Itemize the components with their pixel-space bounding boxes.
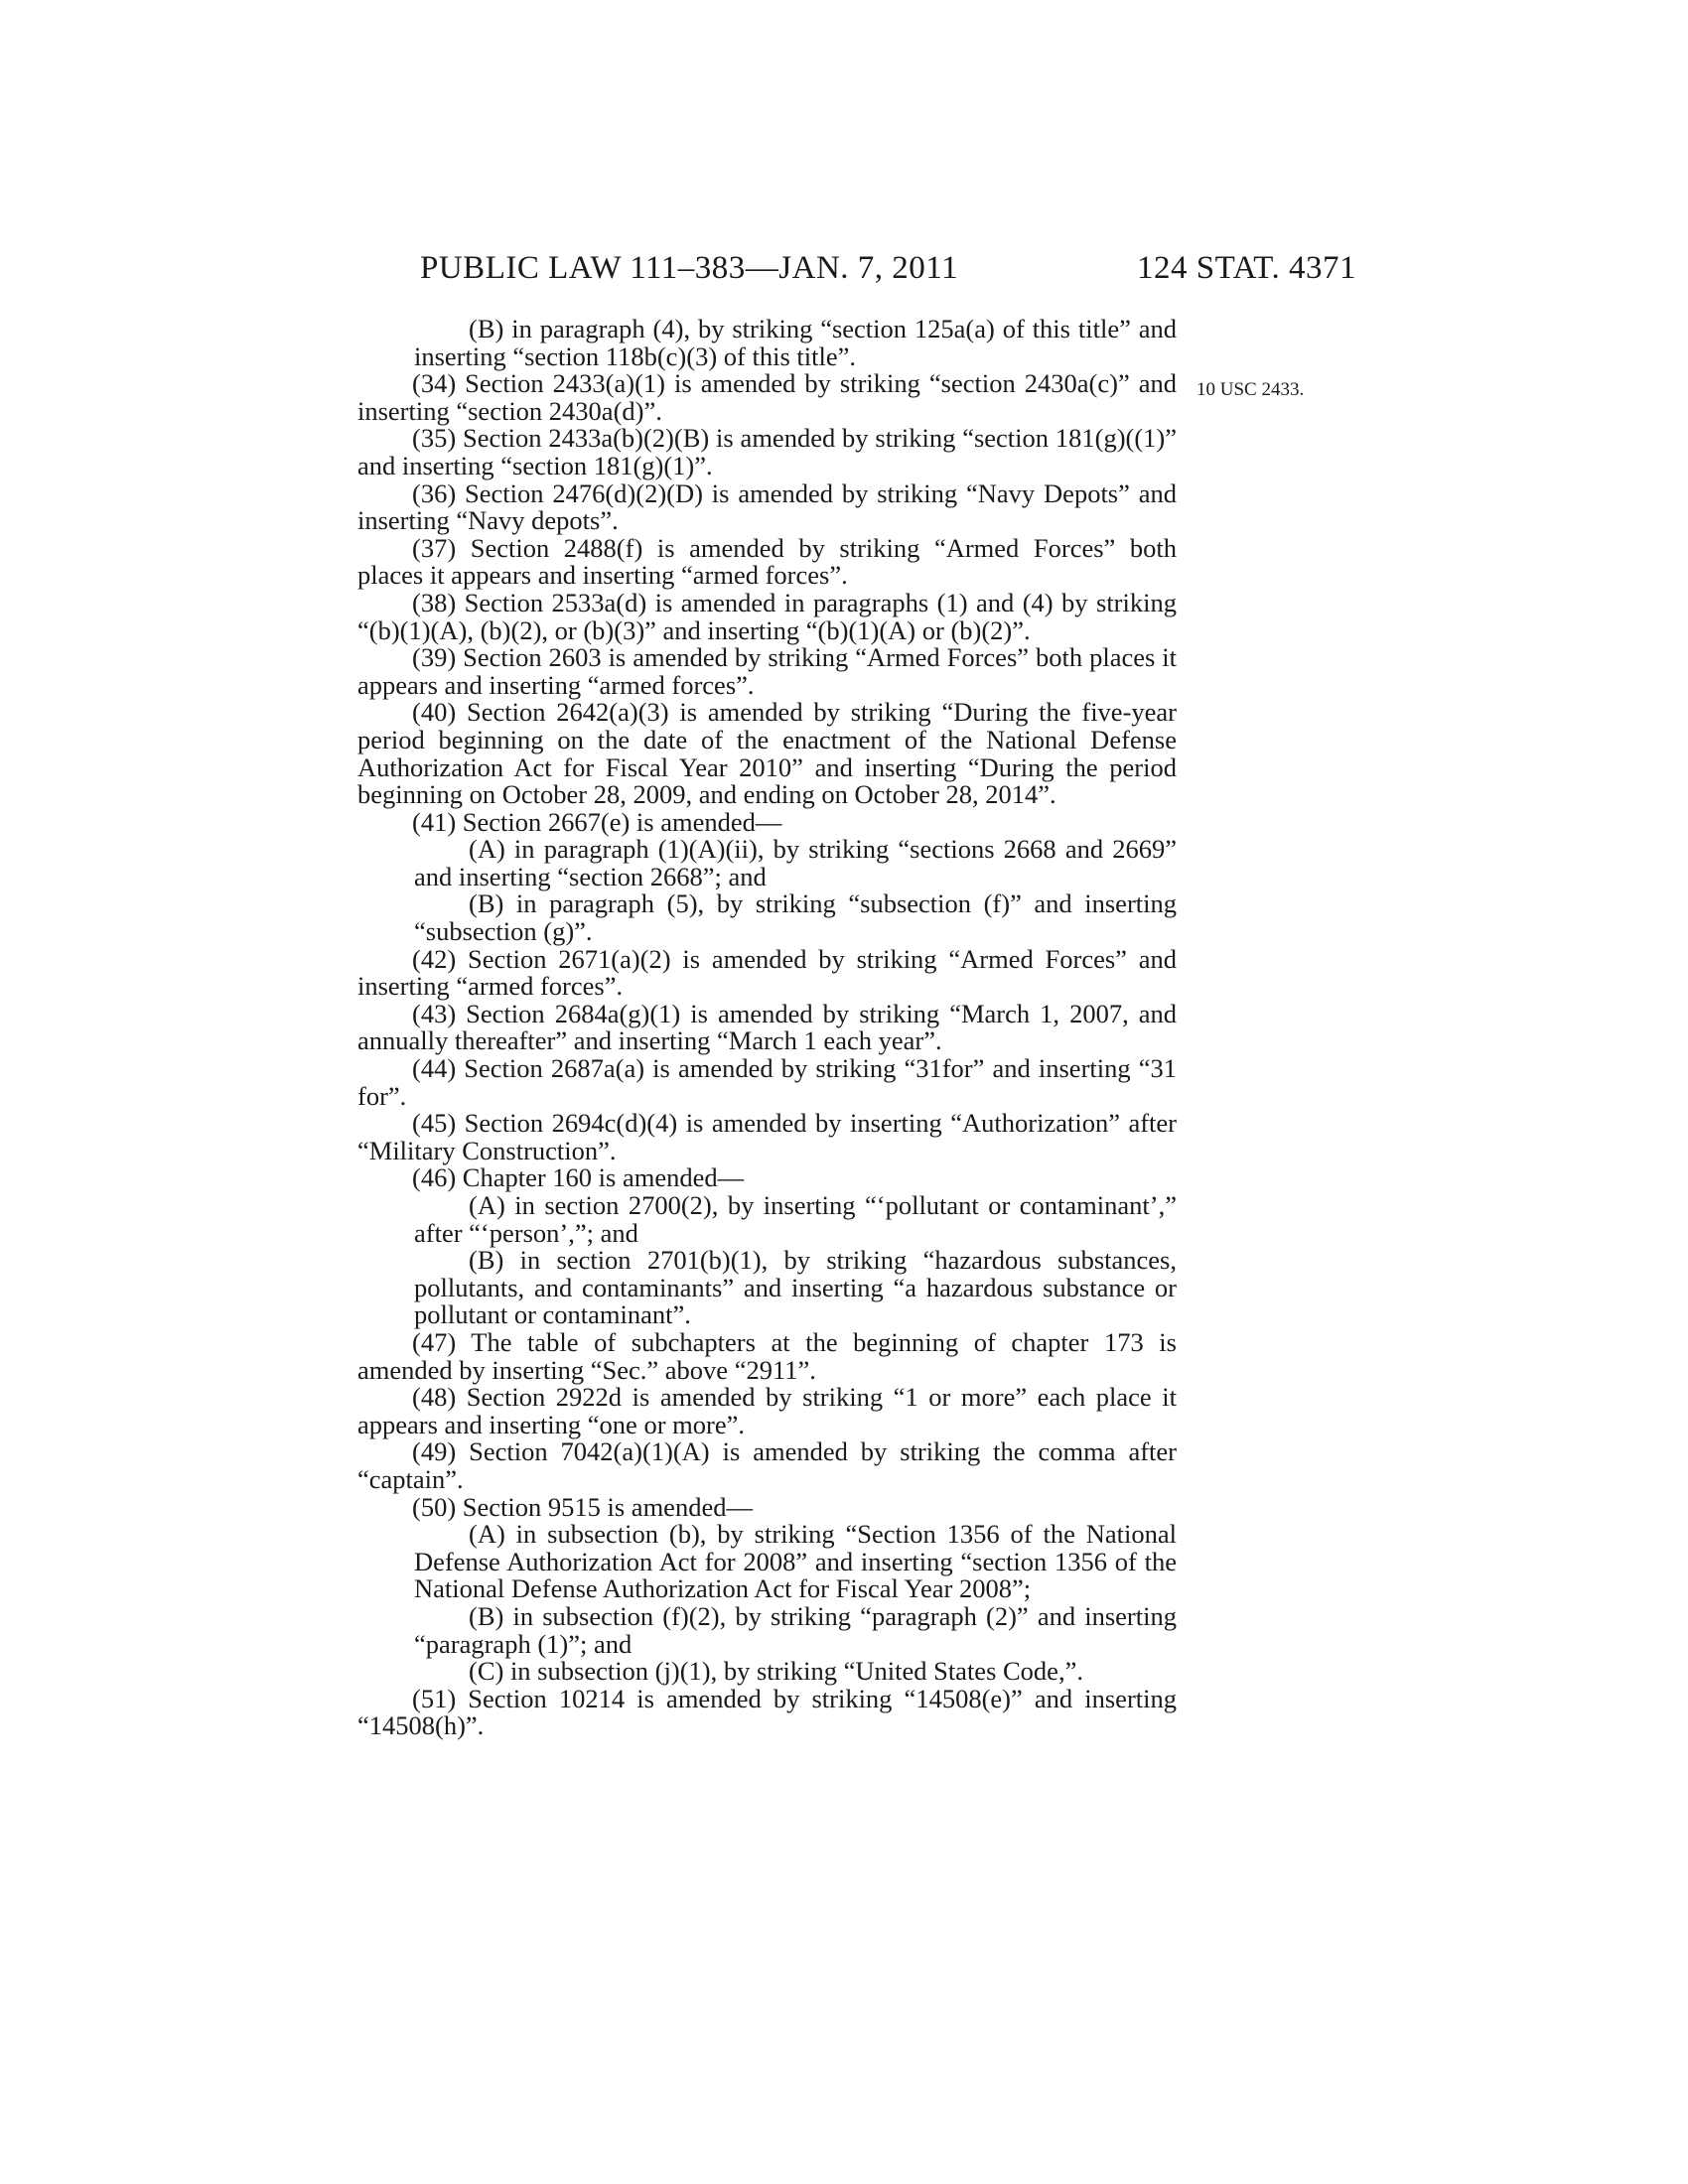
amendment-paragraph: (36) Section 2476(d)(2)(D) is amended by striking “Navy Depots” and inserting “Navy depots”. <box>357 478 1177 536</box>
page-header-law-date: PUBLIC LAW 111–383—JAN. 7, 2011 <box>420 250 959 286</box>
subparagraph: (A) in paragraph (1)(A)(ii), by striking “sections 2668 and 2669” and inserting “section 2668”; and <box>414 834 1177 891</box>
amendment-paragraph: (40) Section 2642(a)(3) is amended by striking “During the five-year period beginning on the date of the enactment of the National Defense Authorization Act for Fiscal Year 2010” and inserting “During the period beginning on October 28, 2009, and ending on October 28, 2014”. <box>357 697 1177 810</box>
amendment-paragraph: (38) Section 2533a(d) is amended in paragraphs (1) and (4) by striking “(b)(1)(A), (b)(2), or (b)(3)” and inserting “(b)(1)(A) or (b)(2)”. <box>357 587 1177 645</box>
amendment-paragraph: (47) The table of subchapters at the beginning of chapter 173 is amended by inserting “Sec.” above “2911”. <box>357 1326 1177 1385</box>
amendment-paragraph: (49) Section 7042(a)(1)(A) is amended by striking the comma after “captain”. <box>357 1436 1177 1494</box>
subparagraph: (B) in subsection (f)(2), by striking “paragraph (2)” and inserting “paragraph (1)”; and <box>414 1600 1177 1659</box>
amendment-paragraph: (48) Section 2922d is amended by striking “1 or more” each place it appears and inserting “one or more”. <box>357 1382 1177 1439</box>
subparagraph: (A) in subsection (b), by striking “Section 1356 of the National Defense Authorization Act for 2008” and inserting “section 1356 of the National Defense Authorization Act for Fiscal Year 2008”; <box>414 1519 1177 1604</box>
amendment-paragraph: (51) Section 10214 is amended by striking “14508(e)” and inserting “14508(h)”. <box>357 1683 1177 1741</box>
subparagraph: (B) in paragraph (5), by striking “subsection (f)” and inserting “subsection (g)”. <box>414 888 1177 947</box>
amendment-paragraph: (39) Section 2603 is amended by striking “Armed Forces” both places it appears and inserting “armed forces”. <box>357 642 1177 700</box>
amendment-paragraph: (45) Section 2694c(d)(4) is amended by inserting “Authorization” after “Military Construction”. <box>357 1108 1177 1165</box>
amendment-paragraph: (42) Section 2671(a)(2) is amended by striking “Armed Forces” and inserting “armed forces”. <box>357 943 1177 1002</box>
amendment-paragraph: (34) Section 2433(a)(1) is amended by striking “section 2430a(c)” and inserting “section 2430a(d)”. <box>357 368 1177 426</box>
subparagraph: (B) in paragraph (4), by striking “section 125a(a) of this title” and inserting “section 118b(c)(3) of this title”. <box>414 314 1177 371</box>
amendment-paragraph: (43) Section 2684a(g)(1) is amended by striking “March 1, 2007, and annually thereafter” and inserting “March 1 each year”. <box>357 998 1177 1056</box>
amendment-body-text <box>357 316 1177 1740</box>
subparagraph: (C) in subsection (j)(1), by striking “United States Code,”. <box>469 1656 1083 1687</box>
amendment-paragraph: (35) Section 2433a(b)(2)(B) is amended by striking “section 181(g)((1)” and inserting “section 181(g)(1)”. <box>357 423 1177 480</box>
margin-note-usc-citation: 10 USC 2433. <box>1196 379 1305 400</box>
amendment-paragraph: (37) Section 2488(f) is amended by striking “Armed Forces” both places it appears and inserting “armed forces”. <box>357 532 1177 591</box>
amendment-paragraph: (44) Section 2687a(a) is amended by striking “31for” and inserting “31 for”. <box>357 1053 1177 1111</box>
amendment-paragraph: (50) Section 9515 is amended— <box>412 1491 753 1522</box>
amendment-paragraph: (46) Chapter 160 is amended— <box>412 1162 745 1193</box>
subparagraph: (A) in section 2700(2), by inserting “‘pollutant or contaminant’,” after “‘person’,”; and <box>414 1190 1177 1248</box>
amendment-paragraph: (41) Section 2667(e) is amended— <box>412 806 782 837</box>
subparagraph: (B) in section 2701(b)(1), by striking “hazardous substances, pollutants, and contaminants” and inserting “a hazardous substance or pollutant or contaminant”. <box>414 1245 1177 1330</box>
page-header-stat-citation: 124 STAT. 4371 <box>1137 250 1357 286</box>
